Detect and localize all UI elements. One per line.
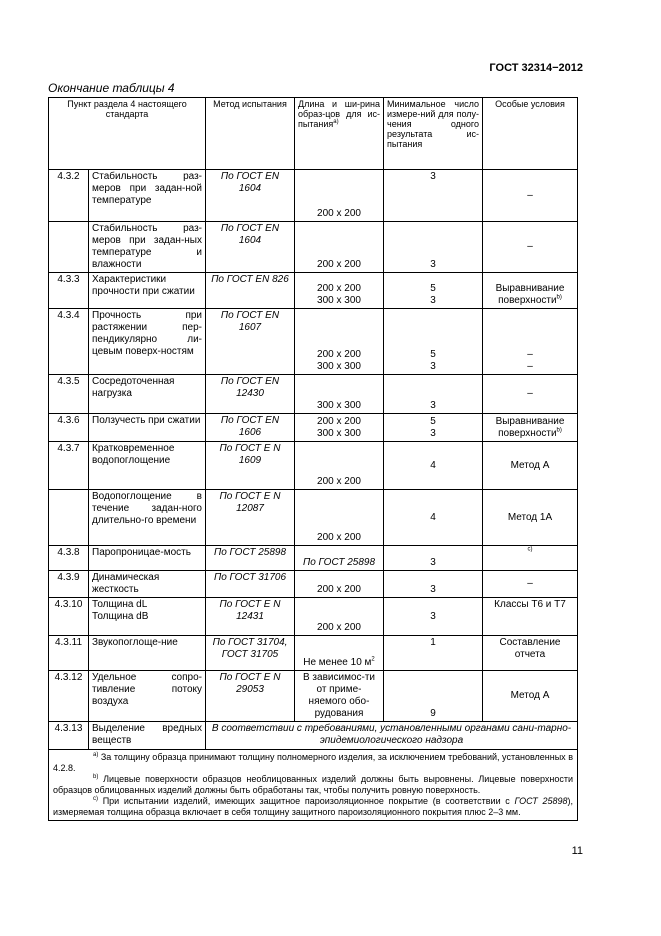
col-header-size: Длина и ши-рина образ-цов для ис-пытания$^{a)}$ [295,98,384,170]
row-conditions: Выравнивание поверхности$^{b)}$ [483,414,578,442]
row-conditions: Выравнивание поверхности$^{b)}$ [483,273,578,309]
row-measure-count: 3 [384,375,483,414]
row-method: По ГОСТ EN 1604 [206,170,295,222]
row-method: По ГОСТ E N 29053 [206,671,295,722]
row-property-name: Характеристики прочности при сжатии [89,273,206,309]
row-section-number: 4.3.3 [49,273,89,309]
table-row [49,598,578,636]
row-conditions: – [483,170,578,222]
row-property-name: Стабильность раз-меров при задан-ных температуре и влажности [89,222,206,273]
col-header-count: Минимальное число измере-ний для полу-чения одного результата ис-пытания [384,98,483,170]
row-method: По ГОСТ E N 12431 [206,598,295,636]
row-measure-count: 3 [384,170,483,222]
row-section-number: 4.3.4 [49,309,89,375]
row-property-name: Водопоглощение в течение задан-ного длительно-го времени [89,490,206,546]
row-property-name: Кратковременное водопоглощение [89,442,206,490]
footnote-mark: c) [93,796,98,802]
row-method: По ГОСТ EN 1606 [206,414,295,442]
row-sample-size: Не менее 10 $м^2$ [295,636,384,671]
row-conditions: Составление отчета [483,636,578,671]
row-method: По ГОСТ 31706 [206,571,295,598]
table-row [49,636,578,671]
row-method: По ГОСТ 25898 [206,546,295,571]
row-method: По ГОСТ EN 12430 [206,375,295,414]
row-sample-size: 300 х 300 [295,375,384,414]
row-conditions: – [483,222,578,273]
table-row [49,722,578,750]
row-property-name: Звукопоглоще-ние [89,636,206,671]
row-conditions: – [483,375,578,414]
row-method: По ГОСТ E N 12087 [206,490,295,546]
footnote-mark: b) [93,774,99,780]
footnote: $^{a)}$ За толщину образца принимают толщину полномерного изделия, за исключением требований, установленных в 4.2.8. [53,752,573,773]
row-property-name: Толщина dL Толщина dB [89,598,206,636]
row-measure-count: 5 3 [384,414,483,442]
table-row [49,273,578,309]
document-code: ГОСТ 32314−2012 [489,62,583,74]
row-property-name: Удельное сопро-тивление потоку воздуха [89,671,206,722]
row-measure-count: 3 [384,571,483,598]
row-sample-size: 200 х 200 [295,170,384,222]
table-row [49,490,578,546]
row-measure-count: 3 [384,222,483,273]
row-method: По ГОСТ E N 1609 [206,442,295,490]
footnotes-row [49,750,578,821]
row-measure-count: 9 [384,671,483,722]
row-section-number: 4.3.11 [49,636,89,671]
row-property-name: Сосредоточенная нагрузка [89,375,206,414]
row-sample-size: 200 х 200 [295,571,384,598]
row-sample-size: В зависимос-ти от приме-няемого обо-рудования [295,671,384,722]
table-row [49,571,578,598]
table-caption: Окончание таблицы 4 [48,81,175,95]
row-section-number: 4.3.8 [49,546,89,571]
table-row [49,414,578,442]
row-section-number: 4.3.13 [49,722,89,750]
row-property-name: Паропроницае-мость [89,546,206,571]
table-row [49,170,578,222]
row-property-name: Стабильность раз-меров при задан-ной температуре [89,170,206,222]
row-method: По ГОСТ EN 1607 [206,309,295,375]
page-number: 11 [571,845,583,857]
footnote: $^{b)}$ Лицевые поверхности образцов необлицованных изделий должны быть выровнены. Лицевые поверхности образцов облицованных изделий должны быть обработаны так, чтобы получить ровную поверхность. [53,774,573,795]
row-measure-count: 5 3 [384,273,483,309]
row-merged-requirement: В соответствии с требованиями, установленными органами сани-тарно-эпидемиологического надзора [206,722,578,750]
table-header-row [49,98,578,170]
row-property-name: Выделение вредных веществ [89,722,206,750]
row-property-name: Прочность при растяжении пер-пендикулярно ли-цевым поверх-ностям [89,309,206,375]
row-section-number: 4.3.9 [49,571,89,598]
row-measure-count: 1 [384,636,483,671]
row-measure-count: 5 3 [384,309,483,375]
row-section-number: 4.3.5 [49,375,89,414]
footnote: $^{c)}$ При испытании изделий, имеющих защитное пароизоляционное покрытие (в соответствии с ГОСТ 25898), измеряемая толщина образца включает в себя толщину защитного пароизоляционного покрытия плюс 2–3 мм. [53,796,573,817]
row-method: По ГОСТ EN 1604 [206,222,295,273]
row-conditions: Метод А [483,671,578,722]
table-4 [48,97,578,821]
row-section-number: 4.3.7 [49,442,89,490]
row-measure-count: 3 [384,546,483,571]
row-conditions: – – [483,309,578,375]
table-row [49,546,578,571]
row-conditions: Классы Т6 и Т7 [483,598,578,636]
row-conditions: c) [483,546,578,571]
row-section-number: 4.3.6 [49,414,89,442]
row-sample-size: 200 х 200 [295,598,384,636]
row-sample-size: 200 х 200 300 х 300 [295,273,384,309]
table-row [49,375,578,414]
row-sample-size: 200 х 200 [295,442,384,490]
col-header-section: Пункт раздела 4 настоящего стандарта [49,98,206,170]
footnotes [49,750,578,821]
table-row [49,222,578,273]
row-sample-size: 200 х 200 300 х 300 [295,414,384,442]
row-conditions: Метод 1А [483,490,578,546]
row-measure-count: 3 [384,598,483,636]
row-section-number [49,490,89,546]
row-section-number [49,222,89,273]
row-method: По ГОСТ EN 826 [206,273,295,309]
row-section-number: 4.3.2 [49,170,89,222]
table-row [49,309,578,375]
row-measure-count: 4 [384,490,483,546]
row-section-number: 4.3.12 [49,671,89,722]
row-sample-size: По ГОСТ 25898 [295,546,384,571]
row-sample-size: 200 х 200 300 х 300 [295,309,384,375]
row-measure-count: 4 [384,442,483,490]
row-property-name: Ползучесть при сжатии [89,414,206,442]
row-conditions: Метод А [483,442,578,490]
row-sample-size: 200 х 200 [295,490,384,546]
row-method: По ГОСТ 31704, ГОСТ 31705 [206,636,295,671]
col-header-conditions: Особые условия [483,98,578,170]
col-header-method: Метод испытания [206,98,295,170]
footnote-mark: a) [93,752,99,758]
row-sample-size: 200 х 200 [295,222,384,273]
row-conditions: – [483,571,578,598]
table-row [49,671,578,722]
table-row [49,442,578,490]
row-property-name: Динамическая жесткость [89,571,206,598]
row-section-number: 4.3.10 [49,598,89,636]
